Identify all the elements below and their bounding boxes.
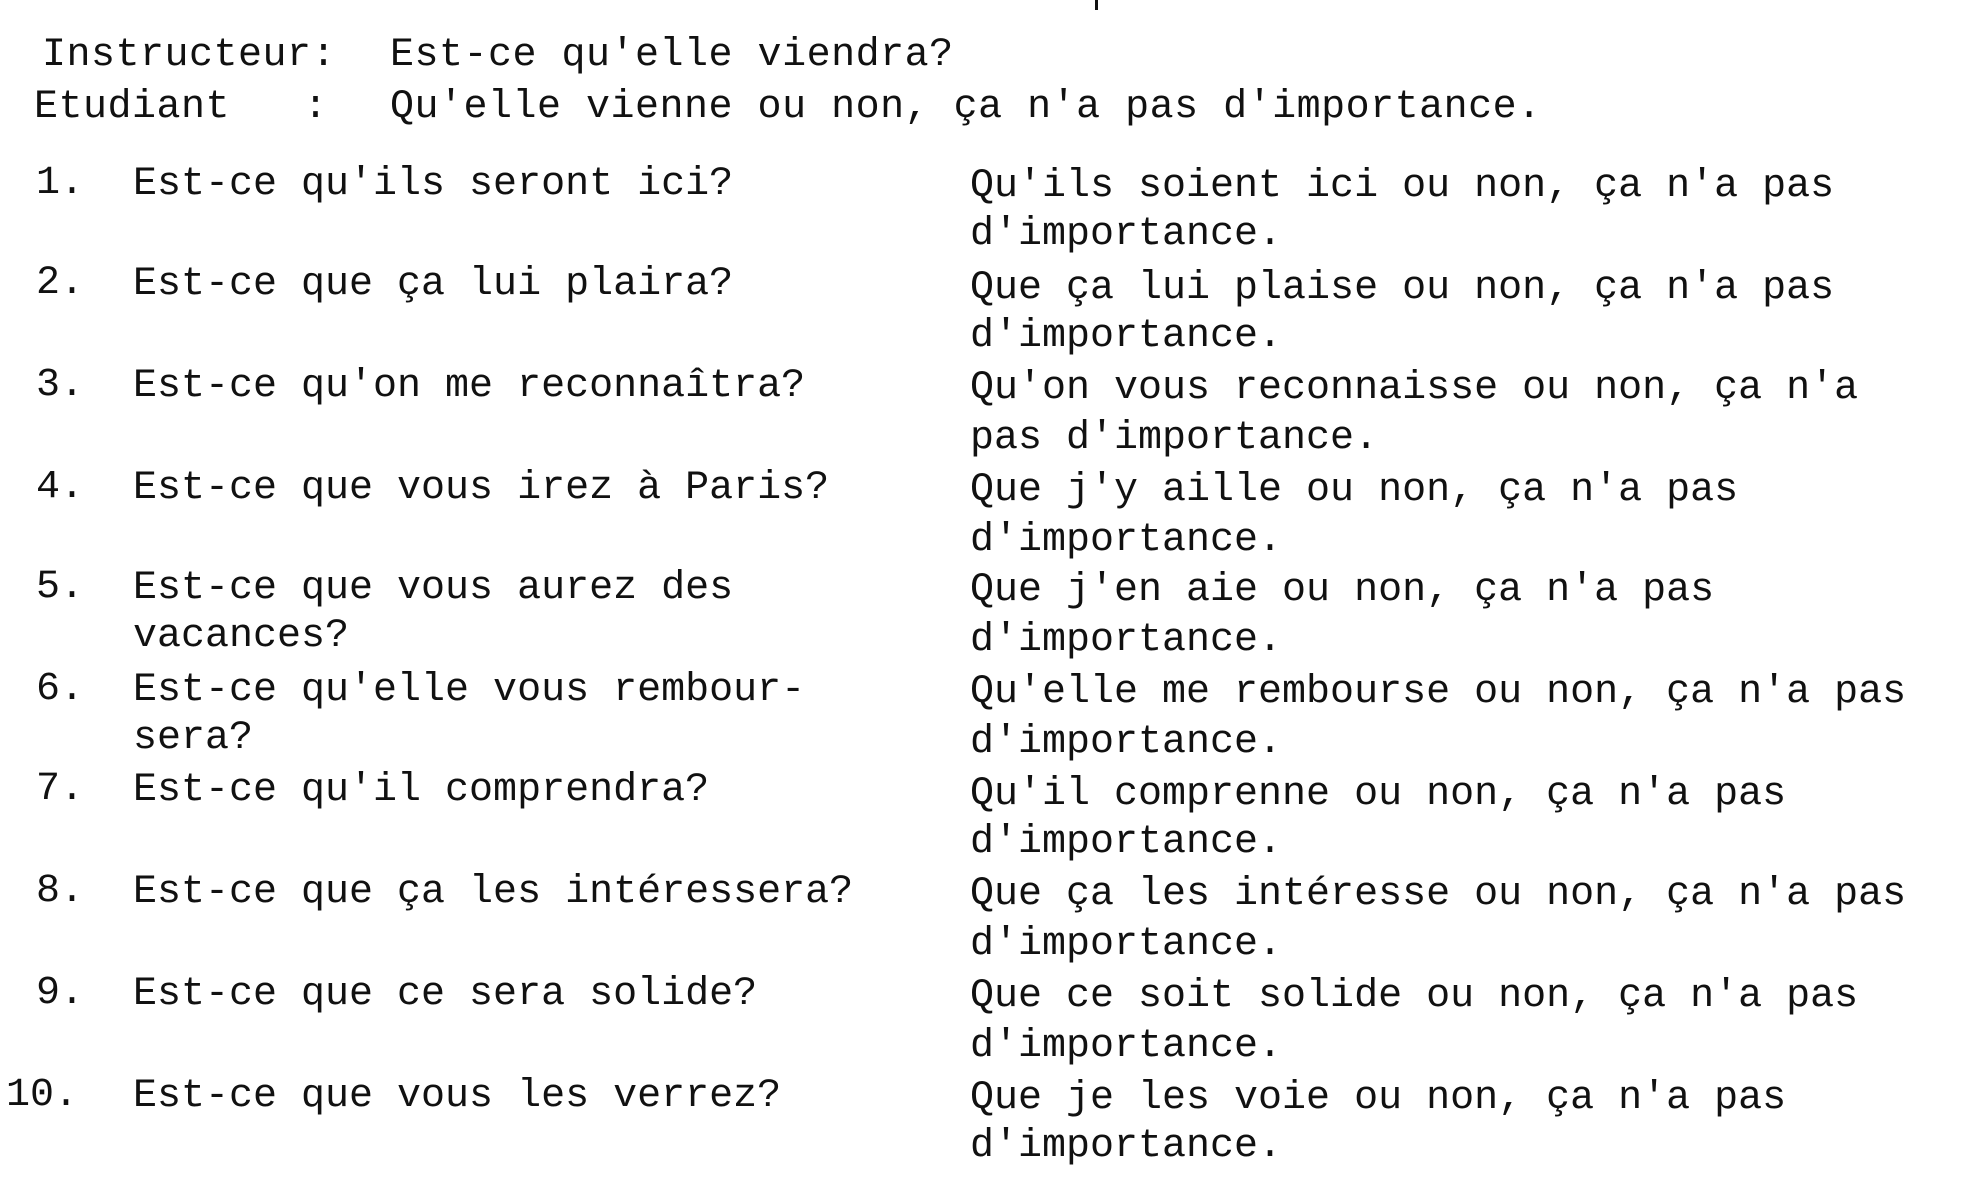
- exercise-answer-line1: Que ça les intéresse ou non, ça n'a pas: [970, 872, 1907, 917]
- student-label: Etudiant :: [34, 85, 329, 130]
- exercise-answer-line2: d'importance.: [970, 720, 1283, 765]
- exercise-answer-line2: d'importance.: [970, 518, 1283, 563]
- exercise-number: 1.: [36, 161, 85, 206]
- instructor-label: Instructeur:: [42, 33, 337, 78]
- exercise-number: 2.: [36, 261, 85, 306]
- exercise-answer-line2: d'importance.: [970, 820, 1283, 865]
- exercise-question-line2: vacances?: [133, 614, 350, 659]
- exercise-question: Est-ce qu'il comprendra?: [133, 768, 710, 813]
- exercise-answer-line2: d'importance.: [970, 1124, 1283, 1169]
- exercise-answer-line1: Que ce soit solide ou non, ça n'a pas: [970, 974, 1859, 1019]
- student-response: Qu'elle vienne ou non, ça n'a pas d'importance.: [390, 85, 1542, 130]
- exercise-question: Est-ce que vous irez à Paris?: [133, 466, 830, 511]
- page-top-mark: [1095, 0, 1098, 10]
- exercise-number: 6.: [36, 667, 85, 712]
- exercise-answer-line1: Qu'on vous reconnaisse ou non, ça n'a: [970, 366, 1859, 411]
- exercise-answer-line1: Qu'ils soient ici ou non, ça n'a pas: [970, 164, 1835, 209]
- exercise-question: Est-ce que vous aurez des: [133, 566, 734, 611]
- exercise-question: Est-ce qu'ils seront ici?: [133, 162, 734, 207]
- exercise-answer-line2: d'importance.: [970, 618, 1283, 663]
- exercise-question: Est-ce que ça lui plaira?: [133, 262, 734, 307]
- exercise-answer-line1: Que ça lui plaise ou non, ça n'a pas: [970, 266, 1835, 311]
- exercise-number: 3.: [36, 363, 85, 408]
- exercise-question: Est-ce qu'elle vous rembour-: [133, 668, 806, 713]
- exercise-answer-line2: pas d'importance.: [970, 416, 1379, 461]
- exercise-number: 4.: [36, 465, 85, 510]
- exercise-answer-line2: d'importance.: [970, 212, 1283, 257]
- exercise-answer-line2: d'importance.: [970, 314, 1283, 359]
- exercise-answer-line1: Qu'elle me rembourse ou non, ça n'a pas: [970, 670, 1907, 715]
- exercise-answer-line1: Que j'y aille ou non, ça n'a pas: [970, 468, 1739, 513]
- exercise-answer-line1: Que je les voie ou non, ça n'a pas: [970, 1076, 1787, 1121]
- exercise-question: Est-ce qu'on me reconnaîtra?: [133, 364, 806, 409]
- exercise-number: 5.: [36, 565, 85, 610]
- exercise-number: 7.: [36, 767, 85, 812]
- exercise-answer-line2: d'importance.: [970, 922, 1283, 967]
- exercise-question: Est-ce que ça les intéressera?: [133, 870, 854, 915]
- exercise-answer-line2: d'importance.: [970, 1024, 1283, 1069]
- exercise-question: Est-ce que vous les verrez?: [133, 1074, 782, 1119]
- exercise-number: 9.: [36, 971, 85, 1016]
- exercise-answer-line1: Qu'il comprenne ou non, ça n'a pas: [970, 772, 1787, 817]
- exercise-answer-line1: Que j'en aie ou non, ça n'a pas: [970, 568, 1715, 613]
- exercise-number: 10.: [6, 1073, 79, 1118]
- exercise-number: 8.: [36, 869, 85, 914]
- exercise-question: Est-ce que ce sera solide?: [133, 972, 758, 1017]
- exercise-question-line2: sera?: [133, 716, 254, 761]
- instructor-prompt: Est-ce qu'elle viendra?: [390, 33, 954, 78]
